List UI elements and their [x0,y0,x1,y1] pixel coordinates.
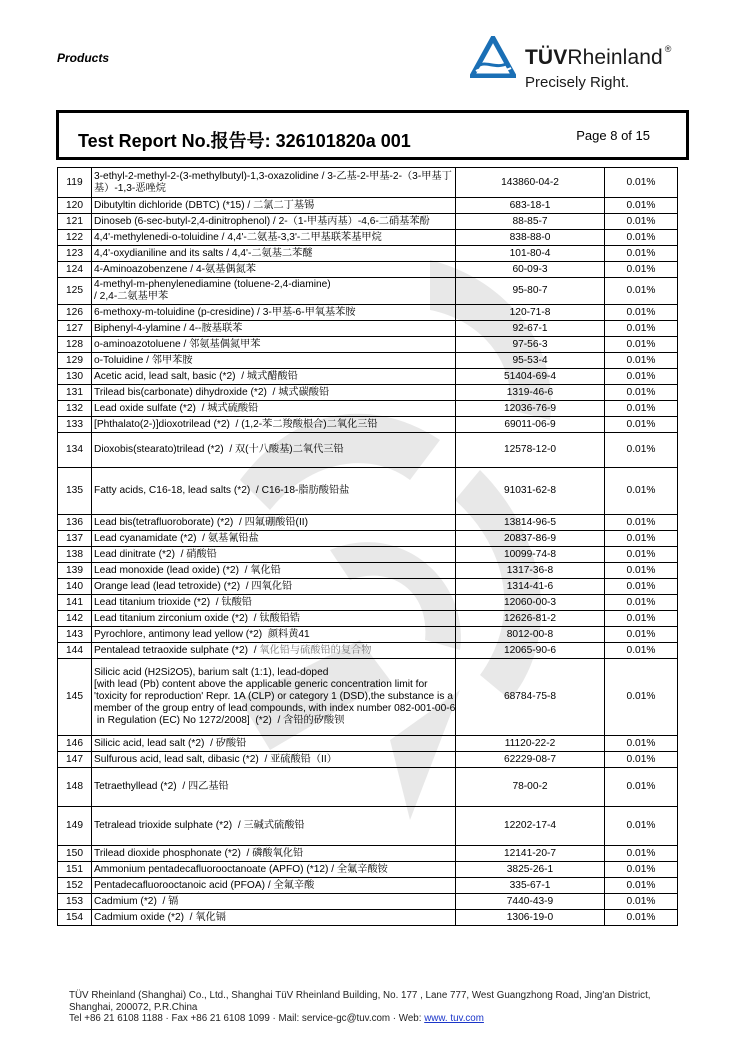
footer-address-line-2: Shanghai, 200072, P.R.China [69,1001,198,1013]
substance-name-line-2: / 2,4-二氨基甲苯 [94,291,169,302]
row-number: 136 [58,515,92,531]
limit-value: 0.01% [605,246,678,262]
report-header-box [56,110,689,160]
row-number: 124 [58,262,92,278]
table-row [58,659,678,736]
row-number: 146 [58,736,92,752]
table-row [58,627,678,643]
row-number: 122 [58,230,92,246]
substance-name-text: o-aminoazotoluene / 邻氨基偶氮甲苯 [94,338,261,350]
substance-name [92,643,456,659]
table-row [58,611,678,627]
limit-value: 0.01% [605,401,678,417]
row-number: 152 [58,878,92,894]
row-number: 151 [58,862,92,878]
table-row [58,369,678,385]
substance-name [92,752,456,768]
substance-name [92,168,456,198]
substance-name [92,846,456,862]
substance-name-text: 4-Aminoazobenzene / 4-氨基偶氮苯 [94,263,256,275]
substance-name [92,595,456,611]
limit-value: 0.01% [605,736,678,752]
table-row [58,563,678,579]
substance-name-text: Dioxobis(stearato)trilead (*2) / 双(十八酸基)二氧代三铅 [94,444,344,455]
row-number: 134 [58,433,92,468]
table-row [58,198,678,214]
cas-number: 1306-19-0 [456,910,605,926]
substance-name [92,807,456,846]
table-row [58,401,678,417]
row-number: 130 [58,369,92,385]
substance-name-text: Fatty acids, C16-18, lead salts (*2) / C16-18-脂肪酸铅盐 [94,485,350,496]
substance-name [92,768,456,807]
limit-value: 0.01% [605,531,678,547]
cas-number: 12578-12-0 [456,433,605,468]
limit-value: 0.01% [605,262,678,278]
substance-name-text: Lead titanium zirconium oxide (*2) / 钛酸铅锆 [94,612,301,624]
cas-number: 8012-00-8 [456,627,605,643]
limit-value: 0.01% [605,278,678,305]
table-row [58,417,678,433]
row-number: 132 [58,401,92,417]
substance-name [92,246,456,262]
table-row [58,894,678,910]
substance-name-text: Biphenyl-4-ylamine / 4--胺基联苯 [94,322,243,334]
substance-name-text: Cadmium (*2) / 镉 [94,895,179,907]
limit-value: 0.01% [605,385,678,401]
footer-address-line-1: TÜV Rheinland (Shanghai) Co., Ltd., Shanghai TüV Rheinland Building, No. 177 , Lane 777, West Guangzhong Road, Jing'an District, [69,990,651,1001]
limit-value: 0.01% [605,168,678,198]
table-row [58,321,678,337]
substance-name [92,262,456,278]
substance-name-text: Tetralead trioxide sulphate (*2) / 三碱式硫酸铅 [94,820,305,831]
limit-value: 0.01% [605,643,678,659]
row-number: 150 [58,846,92,862]
table-row [58,547,678,563]
substance-name [92,910,456,926]
footer [69,990,651,1025]
limit-value: 0.01% [605,862,678,878]
limit-value: 0.01% [605,353,678,369]
cas-number: 12036-76-9 [456,401,605,417]
table-row [58,752,678,768]
table-row [58,579,678,595]
row-number: 148 [58,768,92,807]
row-number: 125 [58,278,92,305]
limit-value: 0.01% [605,768,678,807]
limit-value: 0.01% [605,627,678,643]
cas-number: 11120-22-2 [456,736,605,752]
limit-value: 0.01% [605,894,678,910]
table-row [58,862,678,878]
cas-number: 20837-86-9 [456,531,605,547]
row-number: 131 [58,385,92,401]
table-row [58,353,678,369]
limit-value: 0.01% [605,595,678,611]
substance-name-text: Lead bis(tetrafluoroborate) (*2) / 四氟硼酸铅(II) [94,516,309,528]
row-number: 143 [58,627,92,643]
row-number: 147 [58,752,92,768]
cas-number: 78-00-2 [456,768,605,807]
limit-value: 0.01% [605,214,678,230]
substance-name-line: member of the group entry of lead compounds, with index number 082-001-00-6 [94,703,456,714]
substance-name [92,230,456,246]
cas-number: 88-85-7 [456,214,605,230]
row-number: 142 [58,611,92,627]
cas-number: 97-56-3 [456,337,605,353]
limit-value: 0.01% [605,547,678,563]
substance-name-text: Trilead dioxide phosphonate (*2) / 磷酸氧化铅 [94,847,304,859]
limit-value: 0.01% [605,230,678,246]
table-row [58,168,678,198]
substance-name-text: Pyrochlore, antimony lead yellow (*2) 颜料黄41 [94,628,310,640]
limit-value: 0.01% [605,752,678,768]
substance-name-text: Orange lead (lead tetroxide) (*2) / 四氧化铅 [94,580,293,592]
cas-number: 12141-20-7 [456,846,605,862]
cas-number: 3825-26-1 [456,862,605,878]
substance-name-text: 4-methyl-m-phenylenediamine (toluene-2,4-diamine) [94,279,331,290]
substance-name-text: Lead monoxide (lead oxide) (*2) / 氧化铅 [94,564,281,576]
cas-number: 51404-69-4 [456,369,605,385]
limit-value: 0.01% [605,846,678,862]
cas-number: 92-67-1 [456,321,605,337]
row-number: 129 [58,353,92,369]
table-row [58,736,678,752]
substance-name-text: Lead oxide sulfate (*2) / 城式硫酸铅 [94,402,259,414]
table-row [58,807,678,846]
row-number: 123 [58,246,92,262]
substance-name-text: 6-methoxy-m-toluidine (p-cresidine) / 3-甲基-6-甲氧基苯胺 [94,306,356,318]
cas-number: 101-80-4 [456,246,605,262]
table-row [58,515,678,531]
report-title: Test Report No.报告号: 326101820a 001 [78,131,411,151]
substance-name-text: [Phthalato(2-)]dioxotrilead (*2) / (1,2-苯二羧酸根合)二氧化三铅 [94,418,378,430]
logo-brand-text: TÜVRheinland ® [525,44,672,69]
row-number: 145 [58,659,92,736]
substance-name [92,401,456,417]
row-number: 133 [58,417,92,433]
substance-name [92,611,456,627]
substance-name [92,862,456,878]
substance-name-text: 4,4'-methylenedi-o-toluidine / 4,4'-二氨基-3,3'-二甲基联苯基甲烷 [94,231,382,243]
cas-number: 1314-41-6 [456,579,605,595]
row-number: 128 [58,337,92,353]
substance-table [57,167,678,926]
tuv-rheinland-logo [470,36,700,96]
substance-name-text: Silicic acid, lead salt (*2) / 矽酸铅 [94,737,247,749]
substance-name [92,198,456,214]
row-number: 154 [58,910,92,926]
table-row [58,278,678,305]
cas-number: 12060-00-3 [456,595,605,611]
table-row [58,910,678,926]
substance-name-text: Trilead bis(carbonate) dihydroxide (*2) / 城式碳酸铅 [94,386,330,398]
substance-name-text: Pentalead tetraoxide sulphate (*2) / [94,644,260,656]
footer-contact-line: Tel +86 21 6108 1188 · Fax +86 21 6108 1099 · Mail: service-gc@tuv.com · Web: www. tuv.com [69,1013,484,1024]
substance-name [92,563,456,579]
row-number: 139 [58,563,92,579]
substance-name [92,433,456,468]
substance-name [92,385,456,401]
limit-value: 0.01% [605,611,678,627]
table-row [58,230,678,246]
table-row [58,337,678,353]
cas-number: 335-67-1 [456,878,605,894]
row-number: 126 [58,305,92,321]
cas-number: 12065-90-6 [456,643,605,659]
limit-value: 0.01% [605,433,678,468]
row-number: 127 [58,321,92,337]
row-number: 140 [58,579,92,595]
substance-name [92,353,456,369]
cas-number: 62229-08-7 [456,752,605,768]
substance-name-chinese: 氧化铅与硫酸铅的复合物 [259,644,372,656]
row-number: 153 [58,894,92,910]
table-row [58,531,678,547]
cas-number: 683-18-1 [456,198,605,214]
substance-name [92,337,456,353]
substance-name [92,627,456,643]
substance-name-text: 3-ethyl-2-methyl-2-(3-methylbutyl)-1,3-oxazolidine / 3-乙基-2-甲基-2-（3-甲基丁基）-1,3-恶唑烷 [94,170,452,194]
substance-name-text: Ammonium pentadecafluorooctanoate (APFO) (*12) / 全氟辛酸铵 [94,863,388,875]
substance-name [92,214,456,230]
cas-number: 60-09-3 [456,262,605,278]
substance-name-line: [with lead (Pb) content above the applicable generic concentration limit for [94,679,428,690]
table-row [58,846,678,862]
substance-name-line: 'toxicity for reproduction' Repr. 1A (CLP) or category 1 (DSD),the substance is a [94,691,453,702]
cas-number: 10099-74-8 [456,547,605,563]
limit-value: 0.01% [605,579,678,595]
cas-number: 95-80-7 [456,278,605,305]
substance-name-text: o-Toluidine / 邻甲苯胺 [94,354,193,366]
cas-number: 12202-17-4 [456,807,605,846]
substance-name [92,321,456,337]
limit-value: 0.01% [605,369,678,385]
cas-number: 120-71-8 [456,305,605,321]
section-label: Products [57,51,110,65]
substance-name-line: in Regulation (EC) No 1272/2008] (*2) / 含铅的矽酸钡 [94,715,345,726]
substance-name-text: Lead dinitrate (*2) / 硝酸铅 [94,548,217,560]
substance-name [92,278,456,305]
table-row [58,433,678,468]
substance-name [92,579,456,595]
limit-value: 0.01% [605,321,678,337]
substance-name [92,659,456,736]
substance-name-text: Pentadecafluorooctanoic acid (PFOA) / 全氟辛酸 [94,879,315,891]
cas-number: 143860-04-2 [456,168,605,198]
cas-number: 13814-96-5 [456,515,605,531]
row-number: 149 [58,807,92,846]
limit-value: 0.01% [605,515,678,531]
row-number: 121 [58,214,92,230]
substance-name [92,894,456,910]
substance-name [92,468,456,515]
substance-name [92,515,456,531]
cas-number: 91031-62-8 [456,468,605,515]
substance-name-text: Tetraethyllead (*2) / 四乙基铅 [94,781,229,792]
limit-value: 0.01% [605,807,678,846]
table-row [58,385,678,401]
substance-name [92,417,456,433]
substance-name [92,547,456,563]
table-row [58,214,678,230]
substance-name-text: Sulfurous acid, lead salt, dibasic (*2) / 亚硫酸铅（II） [94,753,337,765]
substance-name-text: Acetic acid, lead salt, basic (*2) / 城式醋酸铅 [94,370,298,382]
substance-name-text: Lead cyanamidate (*2) / 氨基氰铅盐 [94,532,259,544]
table-row [58,246,678,262]
logo-tagline: Precisely Right. [525,74,630,91]
cas-number: 838-88-0 [456,230,605,246]
substance-name [92,736,456,752]
web-link[interactable]: www. tuv.com [424,1013,484,1024]
table-row [58,595,678,611]
cas-number: 12626-81-2 [456,611,605,627]
substance-name [92,305,456,321]
row-number: 135 [58,468,92,515]
tuv-triangle-logo-icon [470,36,516,78]
limit-value: 0.01% [605,337,678,353]
substance-name-text: Dinoseb (6-sec-butyl-2,4-dinitrophenol) / 2-（1-甲基丙基）-4,6-二硝基苯酚 [94,215,430,227]
cas-number: 1317-36-8 [456,563,605,579]
row-number: 119 [58,168,92,198]
limit-value: 0.01% [605,910,678,926]
cas-number: 95-53-4 [456,353,605,369]
limit-value: 0.01% [605,417,678,433]
cas-number: 1319-46-6 [456,385,605,401]
row-number: 120 [58,198,92,214]
page-indicator: Page 8 of 15 [576,128,650,143]
limit-value: 0.01% [605,198,678,214]
substance-name [92,369,456,385]
table-row [58,468,678,515]
limit-value: 0.01% [605,878,678,894]
limit-value: 0.01% [605,563,678,579]
cas-number: 7440-43-9 [456,894,605,910]
substance-name-text: Cadmium oxide (*2) / 氧化镉 [94,911,226,923]
row-number: 137 [58,531,92,547]
substance-name [92,878,456,894]
table-row [58,768,678,807]
substance-name-line: Silicic acid (H2Si2O5), barium salt (1:1), lead-doped [94,667,329,678]
limit-value: 0.01% [605,659,678,736]
table-row [58,305,678,321]
limit-value: 0.01% [605,305,678,321]
row-number: 138 [58,547,92,563]
table-row [58,643,678,659]
row-number: 144 [58,643,92,659]
cas-number: 69011-06-9 [456,417,605,433]
substance-name-text: 4,4'-oxydianiline and its salts / 4,4'-二氨基二苯醚 [94,247,313,259]
row-number: 141 [58,595,92,611]
substance-name [92,531,456,547]
substance-name-text: Dibutyltin dichloride (DBTC) (*15) / 二氯二丁基锡 [94,199,315,211]
cas-number: 68784-75-8 [456,659,605,736]
substance-name-text: Lead titanium trioxide (*2) / 钛酸铅 [94,596,252,608]
limit-value: 0.01% [605,468,678,515]
table-row [58,878,678,894]
table-row [58,262,678,278]
